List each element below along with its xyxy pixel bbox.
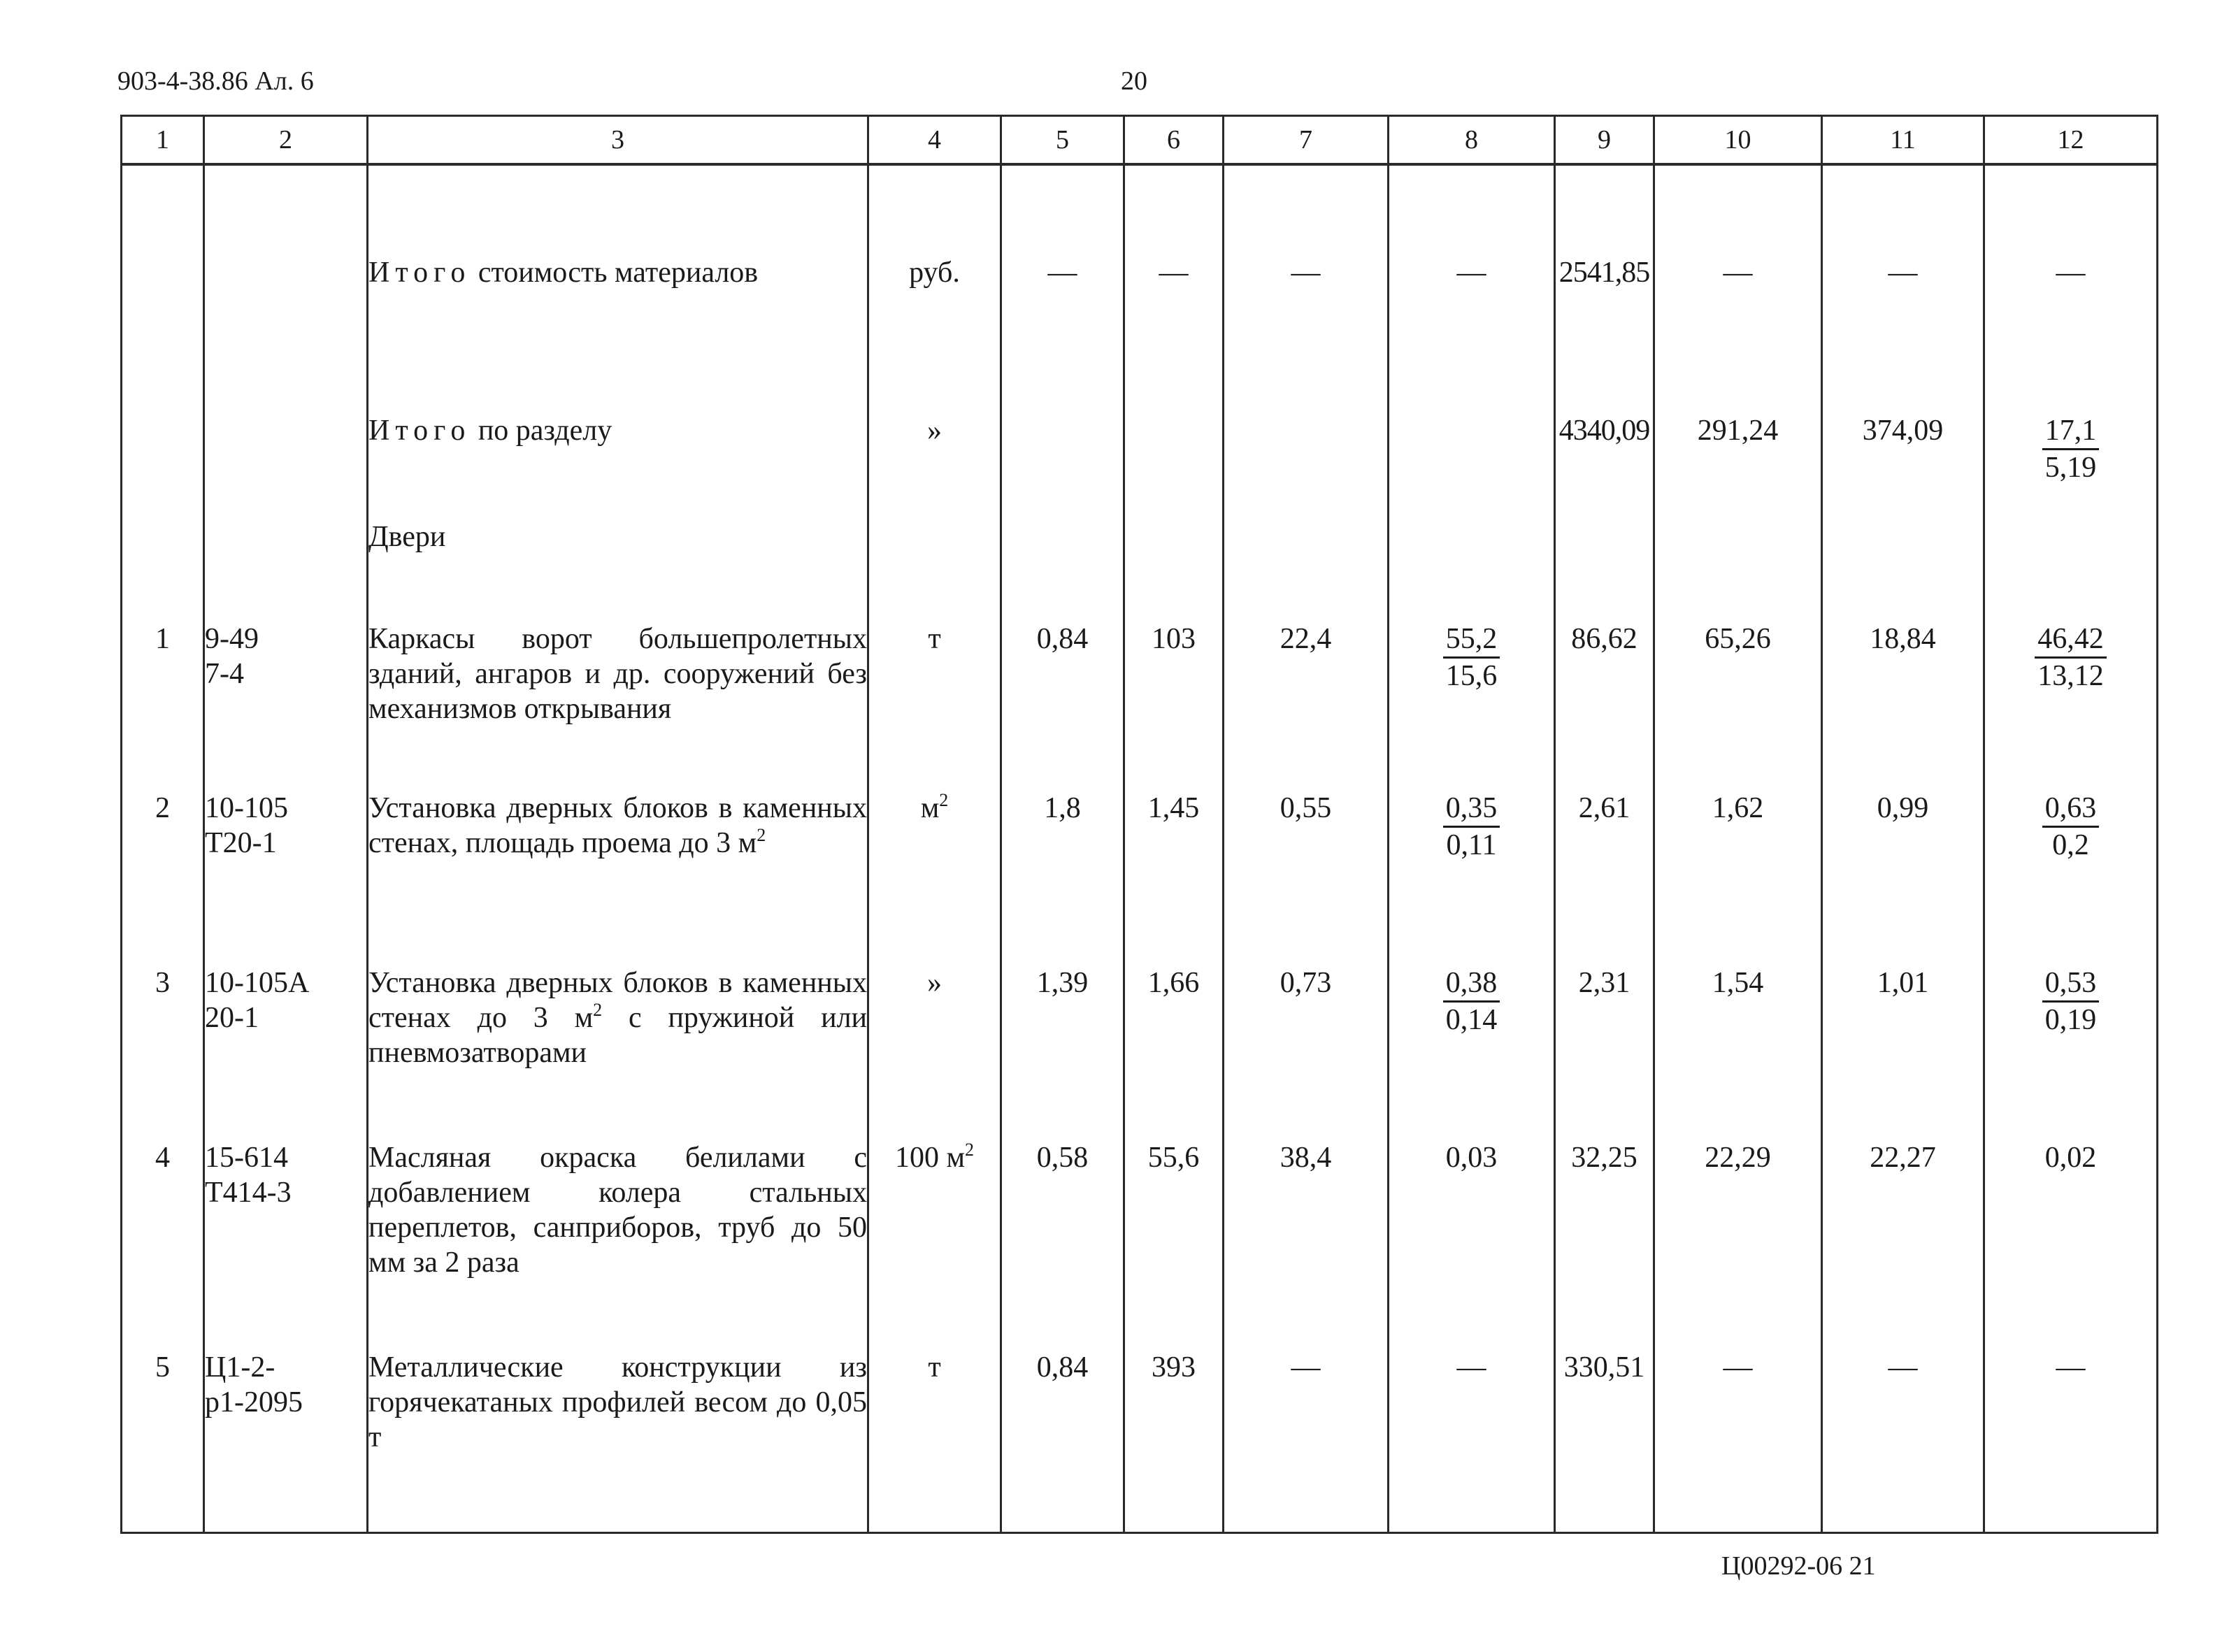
fraction-cell: $\frac{17,1}{5,19}$ — [1984, 387, 2158, 491]
column-header: 1 — [122, 116, 204, 165]
value-cell: 330,51 — [1555, 1323, 1654, 1533]
value-cell: — — [1224, 1323, 1389, 1533]
column-header: 7 — [1224, 116, 1389, 165]
value-cell: 103 — [1124, 595, 1224, 764]
value-cell: 1,54 — [1654, 939, 1822, 1114]
column-header: 4 — [868, 116, 1001, 165]
value-cell: 32,25 — [1555, 1114, 1654, 1323]
value-cell: — — [1389, 164, 1555, 387]
value-cell: — — [1984, 164, 2158, 387]
column-header: 2 — [204, 116, 368, 165]
table-row — [122, 595, 2158, 764]
unit-cell: т — [868, 1323, 1001, 1533]
value-cell: 0,02 — [1984, 1114, 2158, 1323]
value-cell: 291,24 — [1654, 387, 1822, 491]
fraction-cell: $\frac{0,35}{0,11}$ — [1389, 764, 1555, 939]
value-cell: 1,01 — [1822, 939, 1984, 1114]
value-cell: 4340,09 — [1555, 387, 1654, 491]
work-description: Каркасы ворот большепролетных зданий, ангаров и др. сооружений без механизмов открывания — [368, 595, 868, 764]
work-description: Установка дверных блоков в каменных стенах до 3 $м^2$ с пружиной или пневмозатворами — [368, 939, 868, 1114]
fraction-cell: $\frac{0,63}{0,2}$ — [1984, 764, 2158, 939]
column-header: 10 — [1654, 116, 1822, 165]
document-reference: 903-4-38.86 Ал. 6 — [117, 66, 314, 96]
value-cell: 1,62 — [1654, 764, 1822, 939]
value-cell: 65,26 — [1654, 595, 1822, 764]
value-cell: 22,4 — [1224, 595, 1389, 764]
rate-code: 9-49 7-4 — [204, 595, 368, 764]
value-cell: — — [1001, 164, 1124, 387]
column-header: 3 — [368, 116, 868, 165]
column-header: 8 — [1389, 116, 1555, 165]
column-header: 9 — [1555, 116, 1654, 165]
value-cell: — — [1822, 1323, 1984, 1533]
fraction-cell: $\frac{46,42}{13,12}$ — [1984, 595, 2158, 764]
unit-cell: 100 $м^2$ — [868, 1114, 1001, 1323]
estimate-table — [120, 115, 2158, 1534]
work-description: Установка дверных блоков в каменных стенах, площадь проема до 3 $м^2$ — [368, 764, 868, 939]
rate-code: 10-105 Т20-1 — [204, 764, 368, 939]
value-cell: 1,39 — [1001, 939, 1124, 1114]
section-heading: Двери — [368, 491, 868, 595]
value-cell: 2541,85 — [1555, 164, 1654, 387]
row-number: 5 — [122, 1323, 204, 1533]
value-cell: 18,84 — [1822, 595, 1984, 764]
value-cell: 374,09 — [1822, 387, 1984, 491]
value-cell: 1,66 — [1124, 939, 1224, 1114]
column-header: 5 — [1001, 116, 1124, 165]
fraction-cell: $\frac{0,53}{0,19}$ — [1984, 939, 2158, 1114]
table-row — [122, 764, 2158, 939]
value-cell: 1,8 — [1001, 764, 1124, 939]
fraction-cell: $\frac{0,38}{0,14}$ — [1389, 939, 1555, 1114]
row-number: 2 — [122, 764, 204, 939]
value-cell: — — [1984, 1323, 2158, 1533]
section-total-row — [122, 387, 2158, 491]
unit-cell: т — [868, 595, 1001, 764]
value-cell: 0,73 — [1224, 939, 1389, 1114]
value-cell: 0,55 — [1224, 764, 1389, 939]
column-header: 6 — [1124, 116, 1224, 165]
value-cell: — — [1654, 164, 1822, 387]
value-cell: 86,62 — [1555, 595, 1654, 764]
unit-cell: $м^2$ — [868, 764, 1001, 939]
rate-code: Ц1-2- р1-2095 — [204, 1323, 368, 1533]
value-cell: 0,58 — [1001, 1114, 1124, 1323]
value-cell: — — [1654, 1323, 1822, 1533]
column-header: 11 — [1822, 116, 1984, 165]
table-row — [122, 1323, 2158, 1533]
value-cell: — — [1224, 164, 1389, 387]
value-cell: 38,4 — [1224, 1114, 1389, 1323]
value-cell: 2,61 — [1555, 764, 1654, 939]
value-cell: 393 — [1124, 1323, 1224, 1533]
value-cell: 0,84 — [1001, 595, 1124, 764]
unit-cell: » — [868, 387, 1001, 491]
value-cell: 0,99 — [1822, 764, 1984, 939]
column-header: 12 — [1984, 116, 2158, 165]
page-number: 20 — [1121, 66, 1147, 96]
value-cell: 0,03 — [1389, 1114, 1555, 1323]
value-cell: 55,6 — [1124, 1114, 1224, 1323]
table-row — [122, 939, 2158, 1114]
table-row — [122, 1114, 2158, 1323]
rate-code: 15-614 Т414-3 — [204, 1114, 368, 1323]
value-cell: 1,45 — [1124, 764, 1224, 939]
value-cell: — — [1822, 164, 1984, 387]
work-description: Масляная окраска белилами с добавлением колера стальных переплетов, санприборов, труб до 50 мм за 2 раза — [368, 1114, 868, 1323]
row-number: 1 — [122, 595, 204, 764]
value-cell: 22,27 — [1822, 1114, 1984, 1323]
value-cell: — — [1389, 1323, 1555, 1533]
row-number: 3 — [122, 939, 204, 1114]
value-cell: — — [1124, 164, 1224, 387]
value-cell: 22,29 — [1654, 1114, 1822, 1323]
work-description: Металлические конструкции из горячекатаных профилей весом до 0,05 т — [368, 1323, 868, 1533]
unit-cell: руб. — [868, 164, 1001, 387]
fraction-cell: $\frac{55,2}{15,6}$ — [1389, 595, 1555, 764]
row-label: Итого по разделу — [368, 387, 868, 491]
row-number: 4 — [122, 1114, 204, 1323]
rate-code: 10-105А 20-1 — [204, 939, 368, 1114]
row-label: Итого стоимость материалов — [368, 164, 868, 387]
section-heading-row — [122, 491, 2158, 595]
value-cell: 2,31 — [1555, 939, 1654, 1114]
materials-total-row — [122, 164, 2158, 387]
value-cell: 0,84 — [1001, 1323, 1124, 1533]
document-code: Ц00292-06 21 — [1721, 1551, 1876, 1581]
column-number-row — [122, 116, 2158, 165]
unit-cell: » — [868, 939, 1001, 1114]
